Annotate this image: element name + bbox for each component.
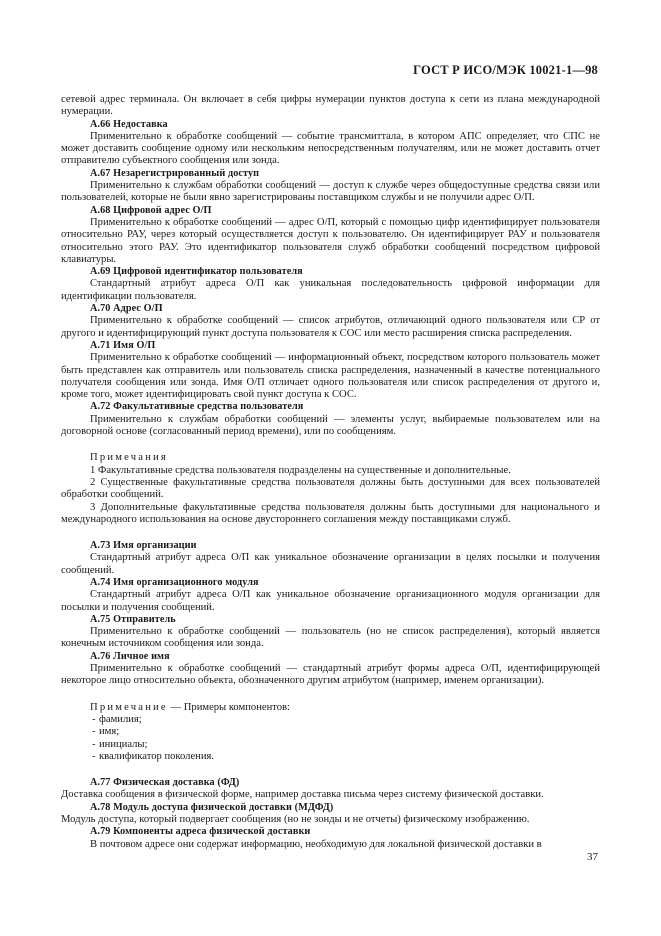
note-item: 3 Дополнительные факультативные средства пользователя должны быть доступными для национального и международного использования на основе двустороннего соглашения между поставщиками служб. <box>61 501 600 525</box>
definition-a77: Доставка сообщения в физической форме, например доставка письма через систему физической доставки. <box>61 789 544 801</box>
term-a73: А.73 Имя организации <box>90 540 197 552</box>
definition-a79: В почтовом адресе они содержат информацию, необходимую для локальной физической доставки в <box>90 838 542 850</box>
definition-a72: Применительно к службам обработки сообщений — элементы услуг, выбираемые пользователем или на договорной основе (согласованный период времени), или по сообщениям. <box>61 413 600 438</box>
definition-a73: Стандартный атрибут адреса О/П как уникальное обозначение организации в целях посылки и получения сообщений. <box>61 552 600 576</box>
definition-a75: Применительно к обработке сообщений — пользователь (но не список распределения), который является конечным источником сообщения или зонда. <box>61 626 600 650</box>
term-a74: А.74 Имя организационного модуля <box>90 576 259 588</box>
definition-a71: Применительно к обработке сообщений — информационный объект, посредством которого пользователь может быть представлен как отправитель или пользователь списка распределения, назначенный в качестве потенциального получателя сообщения или зонда. Имя О/П отличает одного пользователя или список распределения от другого и, кроме того, может идентифицировать свой пункт доступа к СОС. <box>61 352 600 401</box>
note-item: 2 Существенные факультативные средства пользователя должны быть доступными для всех пользователей обработки сообщений. <box>61 476 600 501</box>
definition-a66: Применительно к обработке сообщений — событие трансмиттала, в котором АПС определяет, что СПС не может доставить сообщение одному или нескольким непосредственным получателям, или не может доставить отчет отправителю субъектного сообщения или зонда. <box>61 130 600 167</box>
notes-heading: Примечания <box>90 452 168 464</box>
list-item-text: квалификатор поколения. <box>99 750 215 762</box>
term-a69: А.69 Цифровой идентификатор пользователя <box>90 266 303 278</box>
term-a66: А.66 Недоставка <box>90 118 168 130</box>
note-label: Примечание <box>90 701 168 713</box>
page-body <box>61 94 600 851</box>
definition-a70: Применительно к обработке сообщений — список атрибутов, отличающий одного пользователя или СР от другого и идентифицирующий пункт доступа пользователя к СОС или место расширения списка распределения. <box>61 315 600 339</box>
list-item <box>61 726 600 738</box>
list-item-text: инициалы; <box>99 738 148 750</box>
term-a75: А.75 Отправитель <box>90 613 176 625</box>
term-a79: А.79 Компоненты адреса физической доставки <box>90 826 311 838</box>
definition-a78: Модуль доступа, который подвергает сообщения (но не зонды и не отчеты) физическому изображению. <box>61 814 530 826</box>
term-a77: А.77 Физическая доставка (ФД) <box>90 777 240 789</box>
definition-a67: Применительно к службам обработки сообщений — доступ к службе через общедоступные средства связи или пользователей, которые не были явно зарегистрированы поставщиком службы и не получили адрес О/П. <box>61 180 600 204</box>
note-examples <box>61 702 600 714</box>
definition-a74: Стандартный атрибут адреса О/П как уникальное обозначение организационного модуля организации для посылки и получения сообщений. <box>61 589 600 613</box>
definition-a68: Применительно к обработке сообщений — адрес О/П, который с помощью цифр идентифицирует пользователя относительно РАУ, через который осуществляется доступ к пользователю. Он идентифицирует РАУ и пользователя относительно этого РАУ. Это идентификатор пользователя служб обработки сообщений посредством цифровой клавиатуры. <box>61 216 600 265</box>
list-item <box>61 751 600 763</box>
term-a67: А.67 Незарегистрированный доступ <box>90 167 260 179</box>
term-a76: А.76 Личное имя <box>90 650 170 662</box>
term-a70: А.70 Адрес О/П <box>90 303 163 315</box>
note-text: — Примеры компонентов: <box>170 701 290 713</box>
list-item-text: имя; <box>99 726 120 738</box>
term-a78: А.78 Модуль доступа физической доставки (МДФД) <box>90 801 334 813</box>
list-item-text: фамилия; <box>99 713 142 725</box>
list-item <box>61 714 600 726</box>
term-a71: А.71 Имя О/П <box>90 339 156 351</box>
document-header: ГОСТ Р ИСО/МЭК 10021-1—98 <box>413 63 598 77</box>
component-examples-list <box>61 714 600 763</box>
term-a68: А.68 Цифровой адрес О/П <box>90 204 212 216</box>
list-item <box>61 739 600 751</box>
definition-a76: Применительно к обработке сообщений — стандартный атрибут формы адреса О/П, идентифицирующей некоторое лицо относительно объекта, обозначенного другим атрибутом (например, именем организации). <box>61 663 600 687</box>
term-a72: А.72 Факультативные средства пользователя <box>90 401 304 413</box>
page-number: 37 <box>587 851 598 863</box>
definition-a69: Стандартный атрибут адреса О/П как уникальная последовательность цифровой информации для идентификации пользователя. <box>61 278 600 302</box>
intro-paragraph: сетевой адрес терминала. Он включает в себя цифры нумерации пунктов доступа к сети из плана международной нумерации. <box>61 94 600 118</box>
note-item: 1 Факультативные средства пользователя подразделены на существенные и дополнительные. <box>90 464 511 476</box>
